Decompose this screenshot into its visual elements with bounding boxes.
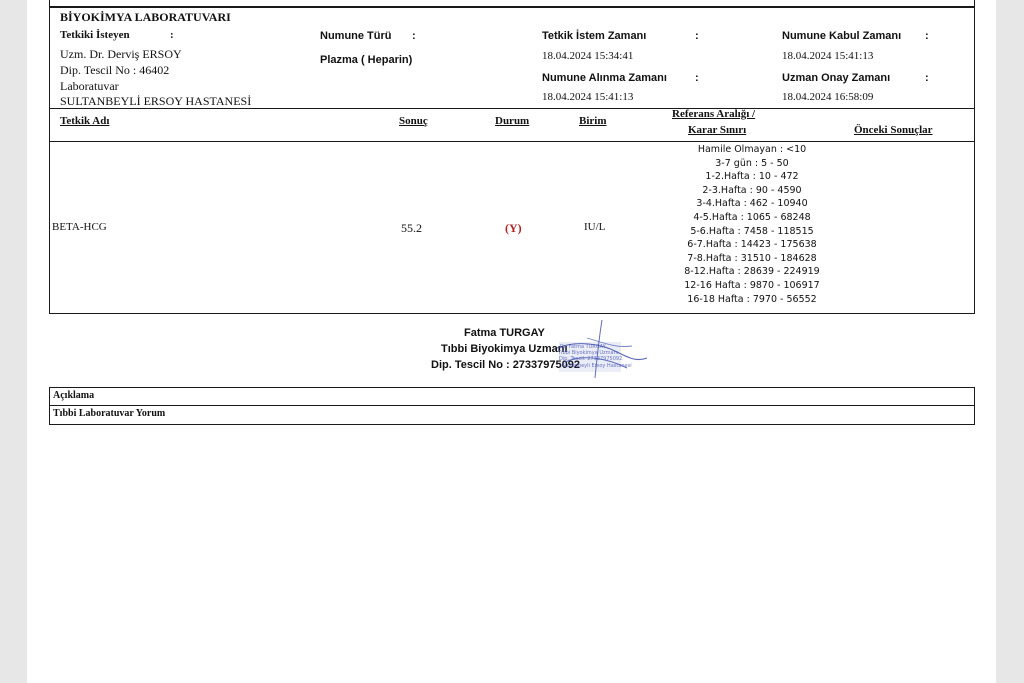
sampling-time-value: 18.04.2024 15:41:13 — [542, 91, 634, 103]
signer-name: Fatma TURGAY — [464, 327, 545, 339]
sample-type-label: Numune Türü — [320, 30, 392, 42]
requester-unit: Laboratuvar — [60, 79, 119, 93]
reference-line: 5-6.Hafta : 7458 - 118515 — [690, 225, 814, 237]
table-header-divider — [49, 141, 975, 142]
reference-line: 12-16 Hafta : 9870 - 106917 — [684, 280, 820, 291]
reference-line: 2-3.Hafta : 90 - 4590 — [702, 184, 802, 196]
lab-title: BİYOKİMYA LABORATUVARI — [60, 10, 231, 24]
comment-label: Tıbbi Laboratuvar Yorum — [53, 408, 166, 419]
reference-line: 4-5.Hafta : 1065 - 68248 — [693, 212, 811, 223]
header-result: Sonuç — [399, 115, 428, 127]
approval-time-value: 18.04.2024 16:58:09 — [782, 91, 874, 103]
reference-line: 3-4.Hafta : 462 - 10940 — [696, 198, 808, 210]
requester-hospital: SULTANBEYLİ ERSOY HASTANESİ — [60, 94, 252, 108]
header-test: Tetkik Adı — [60, 115, 110, 127]
header-status: Durum — [495, 115, 530, 127]
comment-box — [49, 405, 975, 425]
accept-time-value: 18.04.2024 15:41:13 — [782, 50, 874, 62]
explanation-label: Açıklama — [53, 390, 95, 401]
requester-doctor: Uzm. Dr. Derviş ERSOY — [60, 47, 182, 61]
sample-type-colon: : — [412, 30, 416, 42]
header-previous: Önceki Sonuçlar — [854, 124, 933, 136]
approval-time-label: Uzman Onay Zamanı — [782, 72, 891, 84]
request-time-label: Tetkik İstem Zamanı — [542, 30, 647, 42]
header-box — [49, 0, 975, 7]
stamp-text-line: Sultanbeyli Ersoy Hastanesi — [562, 363, 632, 369]
reference-line: 7-8.Hafta : 31510 - 184628 — [687, 252, 817, 264]
sampling-time-label: Numune Alınma Zamanı — [542, 72, 667, 84]
accept-time-label: Numune Kabul Zamanı — [782, 30, 902, 42]
accept-time-colon: : — [925, 30, 929, 42]
request-time-colon: : — [695, 30, 699, 42]
header-reference-2: Karar Sınırı — [688, 124, 747, 136]
stamp-text-line: Dip. Tescil: 27337975092 — [559, 356, 623, 362]
reference-line: 6-7.Hafta : 14423 - 175638 — [687, 239, 817, 251]
reference-line: Hamile Olmayan : <10 — [697, 144, 807, 155]
requester-diploma: Dip. Tescil No : 46402 — [60, 63, 170, 77]
reference-line: 1-2.Hafta : 10 - 472 — [705, 171, 799, 183]
reference-line: 16-18 Hafta : 7970 - 56552 — [687, 293, 817, 305]
row-test-name: BETA-HCG — [52, 221, 107, 233]
stamp-text-line: Dr. Fatma TURGAY — [560, 344, 606, 350]
row-unit: IU/L — [584, 221, 606, 233]
header-unit: Birim — [579, 115, 607, 127]
header-reference-1: Referans Aralığı / — [672, 108, 756, 120]
sample-type-value: Plazma ( Heparin) — [320, 54, 413, 66]
sampling-time-colon: : — [695, 72, 699, 84]
row-result: 55.2 — [401, 221, 422, 235]
explanation-box — [49, 387, 975, 406]
report-page — [27, 0, 996, 683]
signer-title: Tıbbi Biyokimya Uzmanı — [441, 343, 568, 355]
approval-time-colon: : — [925, 72, 929, 84]
requester-colon: : — [170, 29, 174, 41]
stamp-text-line: Tıbbi Biyokimya Uzmanı — [558, 350, 619, 356]
requester-label: Tetkiki İsteyen — [60, 29, 130, 41]
request-time-value: 18.04.2024 15:34:41 — [542, 50, 634, 62]
signer-diploma: Dip. Tescil No : 27337975092 — [431, 359, 580, 371]
reference-line: 3-7 gün : 5 - 50 — [715, 157, 789, 169]
reference-line: 8-12.Hafta : 28639 - 224919 — [684, 266, 820, 278]
row-status: (Y) — [505, 221, 522, 235]
